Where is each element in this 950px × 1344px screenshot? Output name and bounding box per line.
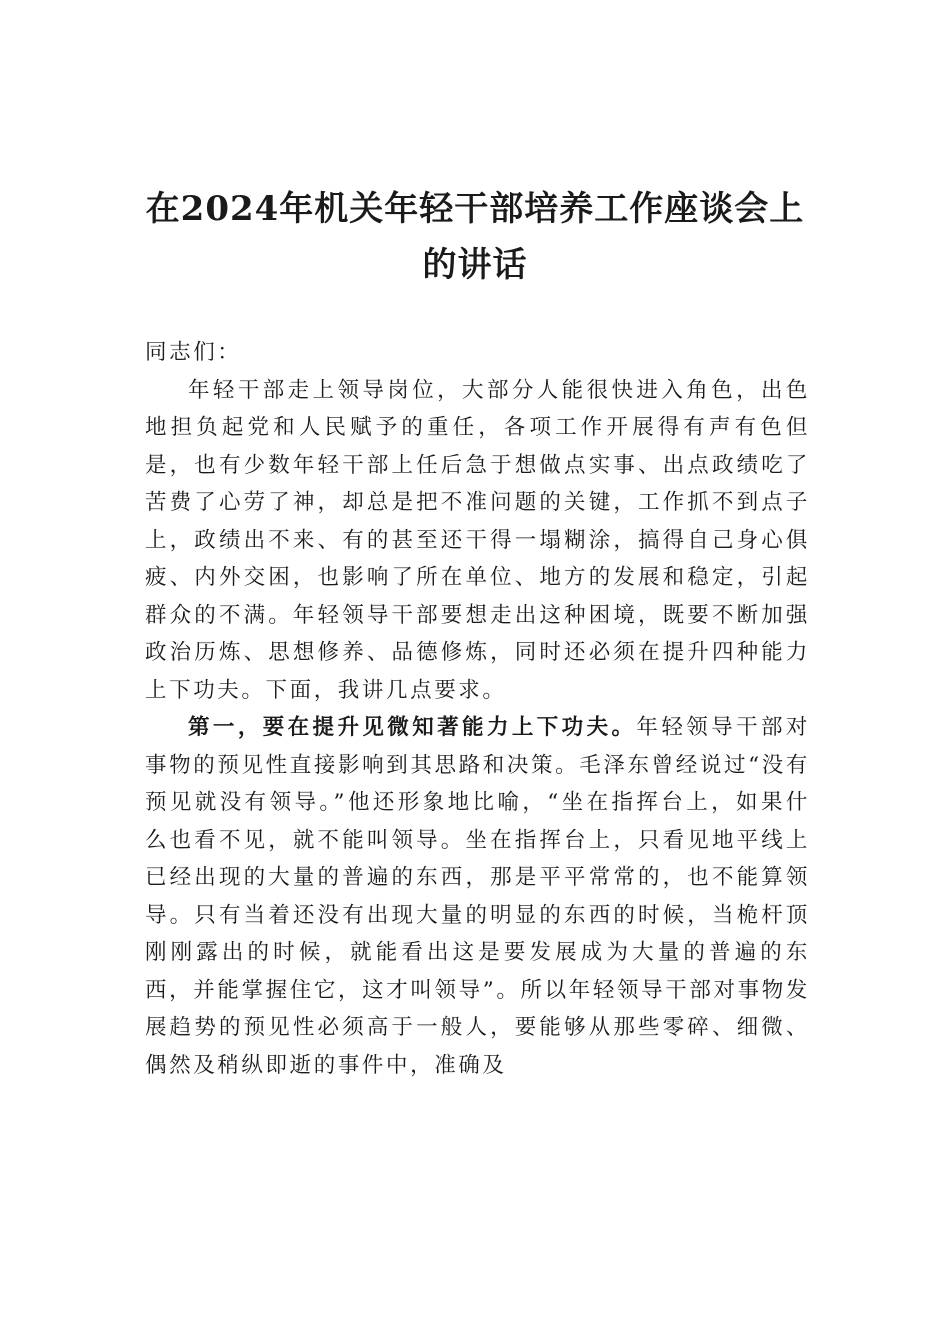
paragraph-first-point-heading: 第一，要在提升见微知著能力上下功夫。 <box>188 715 637 740</box>
salutation: 同志们： <box>145 340 242 365</box>
title-line-1: 在2024年机关年轻干部培养工作座谈会上 <box>145 188 805 229</box>
paragraph-first-point <box>145 709 810 1084</box>
paragraph-first-point-text: 年轻领导干部对事物的预见性直接影响到其思路和决策。毛泽东曾经说过“没有预见就没有领导。”他还形象地比喻，“坐在指挥台上，如果什么也看不见，就不能叫领导。坐在指挥台上，只看见地平线上已经出现的大量的普遍的东西，那是平平常常的，也不能算领导。只有当着还没有出现大量的明显的东西的时候，当桅杆顶刚刚露出的时候，就能看出这是要发展成为大量的普遍的东西，并能掌握住它，这才叫领导”。所以年轻领导干部对事物发展趋势的预见性必须高于一般人，要能够从那些零碎、细微、偶然及稍纵即逝的事件中，准确及 <box>145 715 810 1078</box>
paragraph-intro-text: 年轻干部走上领导岗位，大部分人能很快进入角色，出色地担负起党和人民赋予的重任，各项工作开展得有声有色但是，也有少数年轻干部上任后急于想做点实事、出点政绩吃了苦费了心劳了神，却总是把不准问题的关键，工作抓不到点子上，政绩出不来、有的甚至还干得一塌糊涂，搞得自己身心俱疲、内外交困，也影响了所在单位、地方的发展和稳定，引起群众的不满。年轻领导干部要想走出这种困境，既要不断加强政治历炼、思想修养、品德修炼，同时还必须在提升四种能力上下功夫。下面，我讲几点要求。 <box>145 377 810 703</box>
paragraph-intro <box>145 372 810 710</box>
title-line-2: 的讲话 <box>422 244 528 285</box>
document-title <box>120 181 830 293</box>
document-body <box>145 334 810 1084</box>
